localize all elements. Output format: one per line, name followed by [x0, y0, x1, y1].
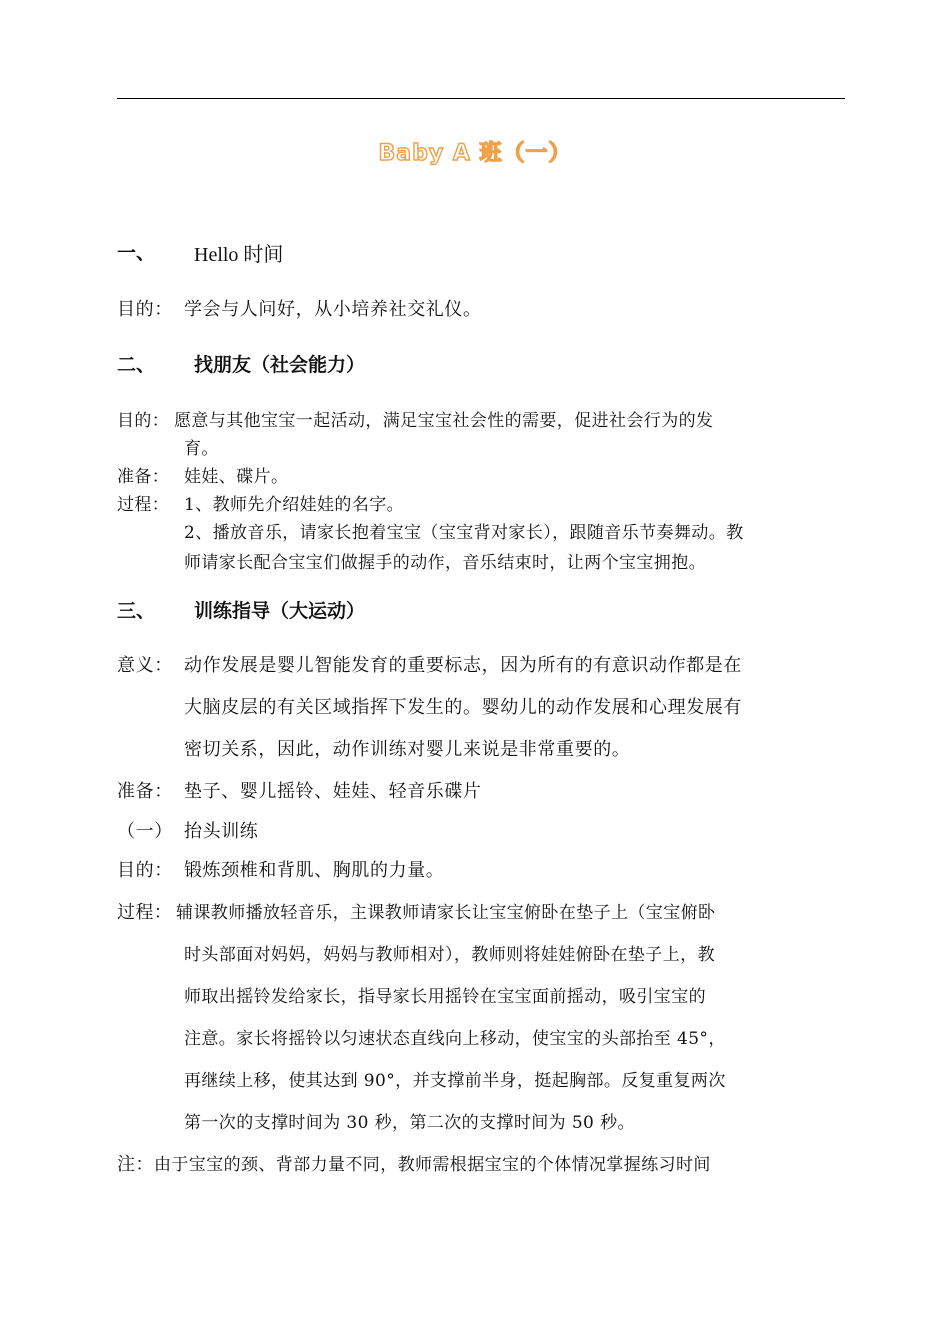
s3-process-line-1: 辅课教师播放轻音乐，主课教师请家长让宝宝俯卧在垫子上（宝宝俯卧	[176, 903, 716, 923]
s2-purpose-label: 目的：	[117, 411, 170, 431]
s3-meaning-label: 意义：	[117, 655, 173, 676]
section-heading-3: 训练指导（大运动）	[194, 600, 366, 622]
s3-prep-label: 准备：	[117, 781, 173, 802]
section-heading-2: 找朋友（社会能力）	[194, 354, 366, 376]
s3-sub-title: 抬头训练	[184, 821, 259, 842]
s3-prep-text: 垫子、婴儿摇铃、娃娃、轻音乐碟片	[184, 781, 482, 802]
s2-process-label: 过程：	[117, 495, 170, 515]
s3-purpose-text: 锻炼颈椎和背肌、胸肌的力量。	[184, 860, 445, 881]
s3-purpose-label: 目的：	[117, 860, 173, 881]
s3-process-line-3: 师取出摇铃发给家长，指导家长用摇铃在宝宝面前摇动，吸引宝宝的	[184, 987, 706, 1007]
s3-process-line-6: 第一次的支撑时间为 30 秒，第二次的支撑时间为 50 秒。	[184, 1113, 635, 1133]
s3-sub-label: （一）	[117, 821, 173, 842]
s3-process-label: 过程：	[117, 902, 173, 923]
section-number-1: 一、	[117, 242, 156, 264]
s3-note-label: 注：	[117, 1154, 154, 1175]
s3-meaning-line-1: 动作发展是婴儿智能发育的重要标志，因为所有的有意识动作都是在	[184, 655, 742, 676]
s1-purpose-label: 目的：	[117, 299, 173, 320]
section-number-2: 二、	[117, 354, 156, 376]
s2-purpose-line-2: 育。	[184, 439, 219, 459]
s2-process-step-2-line-2: 师请家长配合宝宝们做握手的动作，音乐结束时，让两个宝宝拥抱。	[184, 553, 706, 573]
s3-meaning-line-2: 大脑皮层的有关区域指挥下发生的。婴幼儿的动作发展和心理发展有	[184, 697, 742, 718]
section-number-3: 三、	[117, 600, 156, 622]
section-heading-1: Hello 时间	[194, 244, 284, 266]
s1-purpose-text: 学会与人问好，从小培养社交礼仪。	[184, 299, 482, 320]
s3-process-line-4: 注意。家长将摇铃以匀速状态直线向上移动，使宝宝的头部抬至 45°，	[184, 1029, 726, 1049]
s2-prep-text: 娃娃、碟片。	[184, 467, 289, 487]
page-title: Baby A 班（一）	[378, 141, 572, 166]
s3-meaning-line-3: 密切关系，因此，动作训练对婴儿来说是非常重要的。	[184, 739, 631, 760]
s2-purpose-line-1: 愿意与其他宝宝一起活动，满足宝宝社会性的需要，促进社会行为的发	[174, 411, 714, 431]
s2-process-step-1: 1、教师先介绍娃娃的名字。	[184, 495, 405, 515]
s3-note-text: 由于宝宝的颈、背部力量不同，教师需根据宝宝的个体情况掌握练习时间	[154, 1155, 711, 1175]
s2-prep-label: 准备：	[117, 467, 170, 487]
header-rule	[117, 98, 845, 99]
s3-process-line-5: 再继续上移，使其达到 90°，并支撑前半身，挺起胸部。反复重复两次	[184, 1071, 726, 1091]
s3-process-line-2: 时头部面对妈妈，妈妈与教师相对），教师则将娃娃俯卧在垫子上，教	[184, 945, 715, 965]
s2-process-step-2-line-1: 2、播放音乐，请家长抱着宝宝（宝宝背对家长），跟随音乐节奏舞动。教	[184, 523, 744, 543]
